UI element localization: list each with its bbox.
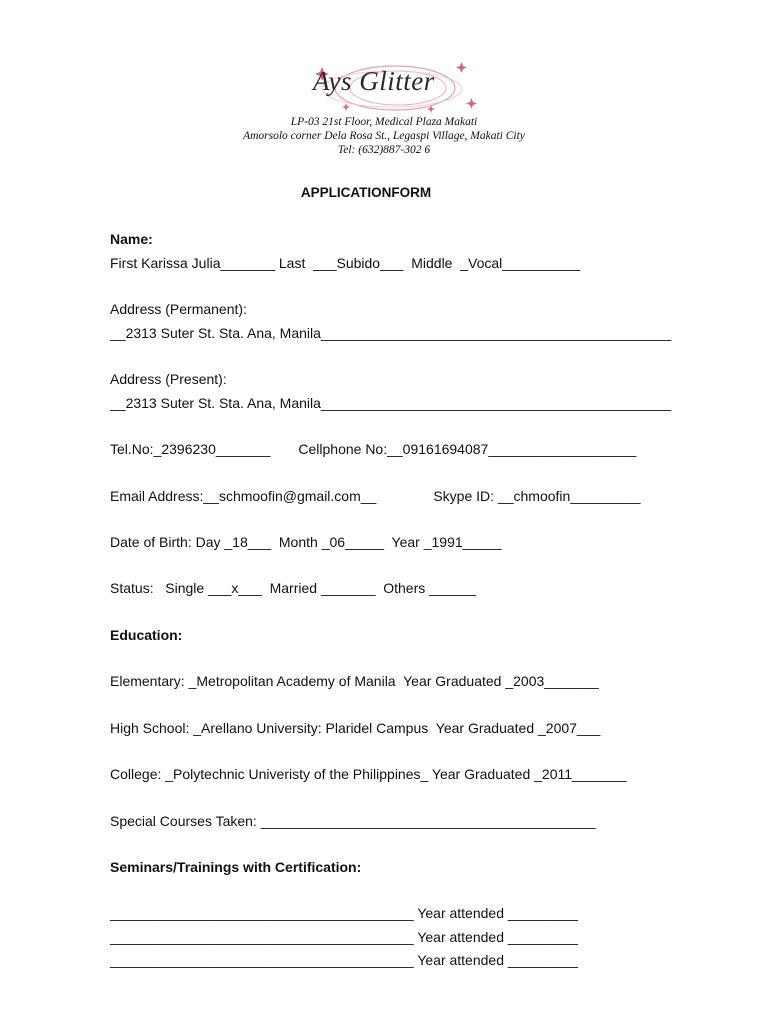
permanent-address-label: Address (Permanent):	[110, 301, 247, 317]
status-others-label: Others	[383, 580, 426, 596]
present-address-field[interactable]: __2313 Suter St. Sta. Ana, Manila_____________________________________________	[110, 395, 672, 411]
dob-year-field[interactable]: _1991_____	[423, 534, 502, 550]
year-attended-field[interactable]: _________	[507, 929, 578, 945]
elementary-field[interactable]: Elementary: _Metropolitan Academy of Manila Year Graduated _2003_______	[110, 673, 599, 689]
cellphone-label: Cellphone No:	[298, 441, 388, 457]
last-name-label: Last	[278, 255, 306, 271]
dob-day-field[interactable]: _18___	[224, 534, 272, 550]
highschool-field[interactable]: High School: _Arellano University: Plaridel Campus Year Graduated _2007___	[110, 720, 601, 736]
seminar-title-field[interactable]: _______________________________________	[110, 952, 414, 968]
status-others-field[interactable]: ______	[429, 580, 476, 596]
year-attended-label: Year attended	[417, 952, 504, 968]
tel-row	[110, 441, 636, 458]
middle-name-label: Middle	[411, 255, 453, 271]
address-line-2: Amorsolo corner Dela Rosa St., Legaspi Village, Makati City	[243, 130, 525, 142]
tel-field[interactable]: _2396230_______	[153, 441, 271, 457]
status-label: Status:	[110, 580, 154, 596]
college-field[interactable]: College: _Polytechnic Univeristy of the Philippines_ Year Graduated _2011_______	[110, 766, 627, 782]
year-attended-field[interactable]: _________	[507, 905, 578, 921]
dob-day-label: Day	[195, 534, 221, 550]
first-name-field[interactable]: Karissa Julia_______	[137, 255, 275, 271]
first-name-label: First	[110, 255, 138, 271]
special-courses-field[interactable]: ___________________________________________	[260, 813, 596, 829]
dob-row	[110, 534, 502, 551]
email-field[interactable]: __schmoofin@gmail.com__	[203, 488, 377, 504]
cellphone-field[interactable]: __09161694087___________________	[387, 441, 637, 457]
name-row	[110, 255, 580, 272]
special-courses-label: Special Courses Taken:	[110, 813, 257, 829]
seminar-row	[110, 929, 578, 946]
last-name-field[interactable]: ___Subido___	[313, 255, 404, 271]
special-courses-row	[110, 813, 596, 830]
dob-label: Date of Birth:	[110, 534, 192, 550]
middle-name-field[interactable]: _Vocal__________	[456, 255, 581, 271]
seminar-row	[110, 905, 578, 922]
company-tel: Tel: (632)887-302 6	[337, 144, 431, 156]
year-attended-label: Year attended	[417, 929, 504, 945]
education-heading: Education:	[110, 627, 183, 643]
skype-field[interactable]: __chmoofin_________	[497, 488, 641, 504]
form-title: APPLICATIONFORM	[300, 185, 432, 200]
name-heading: Name:	[110, 231, 153, 247]
address-line-1: LP-03 21st Floor, Medical Plaza Makati	[290, 116, 478, 128]
email-label: Email Address:	[110, 488, 204, 504]
logo-text: Ays Glitter	[313, 66, 435, 96]
present-address-label: Address (Present):	[110, 371, 227, 387]
seminar-row	[110, 952, 578, 969]
status-single-field[interactable]: ___x___	[208, 580, 262, 596]
status-married-label: Married	[269, 580, 318, 596]
year-attended-label: Year attended	[417, 905, 504, 921]
seminar-title-field[interactable]: _______________________________________	[110, 905, 414, 921]
seminar-title-field[interactable]: _______________________________________	[110, 929, 414, 945]
status-single-label: Single	[165, 580, 205, 596]
status-row	[110, 580, 476, 597]
email-row	[110, 488, 640, 505]
skype-label: Skype ID:	[433, 488, 495, 504]
tel-label: Tel.No:	[110, 441, 154, 457]
dob-month-field[interactable]: _06_____	[321, 534, 384, 550]
status-married-field[interactable]: _______	[320, 580, 376, 596]
seminars-heading: Seminars/Trainings with Certification:	[110, 859, 362, 875]
dob-month-label: Month	[278, 534, 318, 550]
year-attended-field[interactable]: _________	[507, 952, 578, 968]
permanent-address-field[interactable]: __2313 Suter St. Sta. Ana, Manila_____________________________________________	[110, 325, 672, 341]
dob-year-label: Year	[391, 534, 420, 550]
